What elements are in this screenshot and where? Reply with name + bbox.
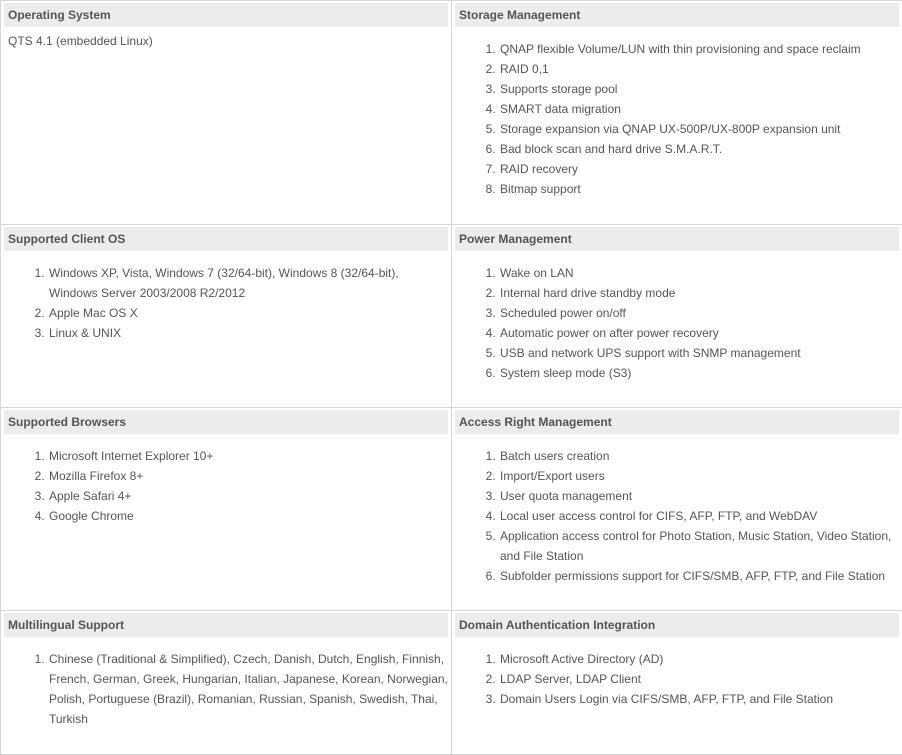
- feature-list: [4, 263, 448, 343]
- list-item: 1. Wake on LAN: [499, 263, 899, 283]
- list-item: 4. Local user access control for CIFS, AFP, FTP, and WebDAV: [499, 506, 899, 526]
- list-item: 4. SMART data migration: [499, 99, 899, 119]
- list-item: 3. User quota management: [499, 486, 899, 506]
- feature-list: [4, 649, 448, 729]
- feature-list: [455, 446, 899, 586]
- list-item: 1. Microsoft Active Directory (AD): [499, 649, 899, 669]
- spec-row: [1, 408, 902, 611]
- spec-row: [1, 1, 902, 225]
- spec-cell-operating-system: [1, 1, 452, 225]
- spec-cell-access-right-management: [452, 408, 902, 611]
- section-title: Multilingual Support: [4, 613, 448, 637]
- list-item: 2. RAID 0,1: [499, 59, 899, 79]
- section-title: Power Management: [455, 227, 899, 251]
- spec-cell-domain-authentication: [452, 611, 902, 755]
- list-item: 2. Apple Mac OS X: [48, 303, 448, 323]
- list-item: 1. Windows XP, Vista, Windows 7 (32/64-bit), Windows 8 (32/64-bit), Windows Server 2003/2008 R2/2012: [48, 263, 448, 303]
- list-item: 2. Internal hard drive standby mode: [499, 283, 899, 303]
- list-item: 1. Microsoft Internet Explorer 10+: [48, 446, 448, 466]
- list-item: 3. Linux & UNIX: [48, 323, 448, 343]
- feature-list: [4, 446, 448, 526]
- list-item: 5. Storage expansion via QNAP UX-500P/UX-800P expansion unit: [499, 119, 899, 139]
- spec-cell-multilingual-support: [1, 611, 452, 755]
- list-item: 3. Supports storage pool: [499, 79, 899, 99]
- spec-cell-supported-browsers: [1, 408, 452, 611]
- list-item: 6. Bad block scan and hard drive S.M.A.R.T.: [499, 139, 899, 159]
- list-item: 1. Chinese (Traditional & Simplified), Czech, Danish, Dutch, English, Finnish, French, German, Greek, Hungarian, Italian, Japanese, Korean, Norwegian, Polish, Portuguese (Brazil), Romanian, Russian, Spanish, Swedish, Thai, Turkish: [48, 649, 448, 729]
- feature-list: [455, 649, 899, 709]
- section-title: Operating System: [4, 3, 448, 27]
- list-item: 1. QNAP flexible Volume/LUN with thin provisioning and space reclaim: [499, 39, 899, 59]
- section-title: Storage Management: [455, 3, 899, 27]
- list-item: 6. System sleep mode (S3): [499, 363, 899, 383]
- section-title: Access Right Management: [455, 410, 899, 434]
- spec-row: [1, 225, 902, 408]
- list-item: 7. RAID recovery: [499, 159, 899, 179]
- spec-cell-storage-management: [452, 1, 902, 225]
- list-item: 2. Mozilla Firefox 8+: [48, 466, 448, 486]
- section-title: Supported Client OS: [4, 227, 448, 251]
- spec-cell-power-management: [452, 225, 902, 408]
- list-item: 4. Automatic power on after power recovery: [499, 323, 899, 343]
- feature-list: [455, 39, 899, 199]
- list-item: 1. Batch users creation: [499, 446, 899, 466]
- list-item: 5. Application access control for Photo Station, Music Station, Video Station, and File Station: [499, 526, 899, 566]
- spec-row: [1, 611, 902, 755]
- spec-cell-supported-client-os: [1, 225, 452, 408]
- list-item: 3. Domain Users Login via CIFS/SMB, AFP, FTP, and File Station: [499, 689, 899, 709]
- list-item: 3. Apple Safari 4+: [48, 486, 448, 506]
- section-text: QTS 4.1 (embedded Linux): [8, 34, 153, 48]
- list-item: 4. Google Chrome: [48, 506, 448, 526]
- list-item: 2. Import/Export users: [499, 466, 899, 486]
- section-title: Domain Authentication Integration: [455, 613, 899, 637]
- list-item: 2. LDAP Server, LDAP Client: [499, 669, 899, 689]
- feature-list: [455, 263, 899, 383]
- list-item: 5. USB and network UPS support with SNMP management: [499, 343, 899, 363]
- list-item: 3. Scheduled power on/off: [499, 303, 899, 323]
- list-item: 6. Subfolder permissions support for CIFS/SMB, AFP, FTP, and File Station: [499, 566, 899, 586]
- section-title: Supported Browsers: [4, 410, 448, 434]
- list-item: 8. Bitmap support: [499, 179, 899, 199]
